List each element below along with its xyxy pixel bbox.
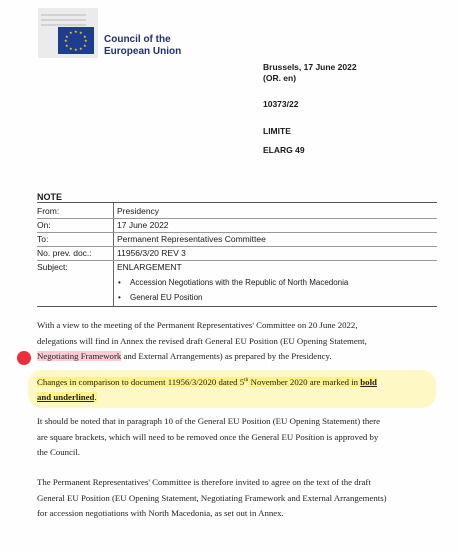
organization-line1: Council of the (104, 34, 171, 45)
note-value: Presidency (117, 206, 160, 216)
red-marker-dot (17, 351, 31, 365)
place-date: Brussels, 17 June 2022 (263, 62, 357, 72)
bold-underline-text: and underlined (37, 392, 95, 403)
paragraph-line: It should be noted that in paragraph 10 of the General EU Position (EU Opening Statement) there (37, 416, 380, 426)
classification: LIMITE (263, 126, 291, 136)
note-label: Subject: (37, 262, 68, 272)
note-value: 17 June 2022 (117, 220, 169, 230)
doc-code: ELARG 49 (263, 145, 305, 155)
bold-underline-text: bold (360, 376, 377, 387)
eu-flag-icon: ★ ★ ★ ★ ★ ★ ★ ★ ★ ★ ★ ★ (58, 27, 94, 54)
paragraph-1 (37, 318, 437, 365)
paragraph-line (37, 349, 437, 365)
paragraph-line: General EU Position (EU Opening Statement, Negotiating Framework and External Arrangements) (37, 492, 387, 503)
paragraph-3 (37, 414, 437, 461)
note-top-rule (37, 202, 437, 203)
paragraph-text: . (94, 392, 97, 403)
original-language: (OR. en) (263, 73, 297, 83)
organization-name (104, 34, 181, 58)
paragraph-line: delegations will find in Annex the revised draft General EU Position (EU Opening Statement, (37, 335, 367, 346)
note-value: Permanent Representatives Committee (117, 234, 266, 244)
row-divider (37, 260, 437, 261)
superscript: th (244, 377, 249, 383)
paragraph-line (37, 373, 437, 390)
note-label: To: (37, 234, 49, 244)
subject-bullet: Accession Negotiations with the Republic of North Macedonia (130, 278, 349, 287)
row-divider (37, 218, 437, 219)
paragraph-line: With a view to the meeting of the Permanent Representatives' Committee on 20 June 2022, (37, 320, 358, 330)
paragraph-4 (37, 475, 437, 522)
bullet-icon: • (118, 278, 121, 287)
paragraph-text: November 2020 are marked in (248, 376, 361, 387)
note-bottom-rule (37, 306, 437, 307)
pink-highlight: Negotiating Framework (37, 351, 122, 361)
note-label: From: (37, 206, 60, 216)
subject-bullet: General EU Position (130, 293, 203, 302)
doc-number: 10373/22 (263, 99, 299, 109)
row-divider (37, 246, 437, 247)
paragraph-line: for accession negotiations with North Macedonia, as set out in Annex. (37, 508, 284, 518)
bullet-icon: • (118, 293, 121, 302)
organization-line2: European Union (104, 46, 182, 57)
paragraph-text: Changes in comparison to document 11956/3/2020 dated 5 (37, 376, 245, 387)
paragraph-2 (37, 373, 437, 406)
note-value: ENLARGEMENT (117, 262, 182, 272)
note-value: 11956/3/20 REV 3 (117, 248, 186, 258)
note-label: No. prev. doc.: (37, 248, 92, 258)
row-divider (37, 232, 437, 233)
paragraph-line: The Permanent Representatives' Committee is therefore invited to agree on the text of the draft (37, 477, 371, 487)
paragraph-line: the Council. (37, 447, 81, 457)
paragraph-text: and External Arrangements) as prepared by the Presidency. (121, 351, 332, 361)
note-label: On: (37, 220, 51, 230)
note-title: NOTE (37, 192, 63, 202)
paragraph-line (37, 390, 437, 406)
paragraph-line: are square brackets, which will need to be removed once the General EU Position is approved by (37, 431, 379, 442)
